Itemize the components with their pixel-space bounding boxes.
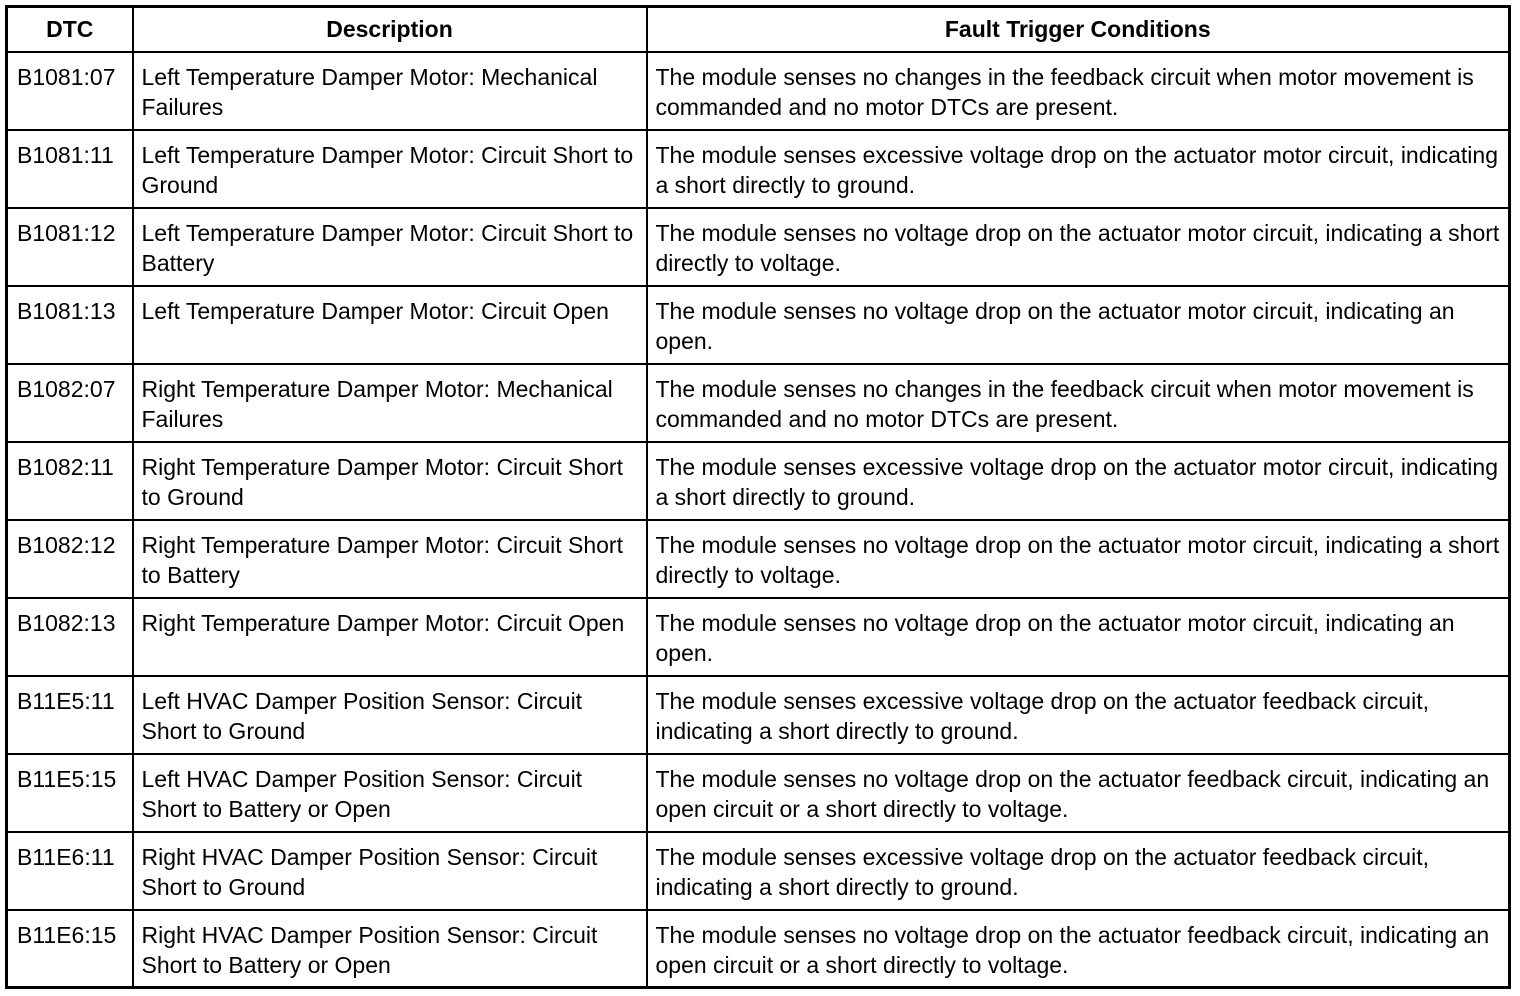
dtc-code-cell: B11E5:11	[7, 676, 133, 754]
table-row	[7, 442, 1510, 520]
description-cell: Left HVAC Damper Position Sensor: Circuit Short to Battery or Open	[133, 754, 647, 832]
dtc-table	[5, 5, 1511, 989]
dtc-code-cell: B1082:13	[7, 598, 133, 676]
conditions-cell: The module senses no voltage drop on the actuator motor circuit, indicating an open.	[647, 286, 1510, 364]
dtc-code-cell: B1081:13	[7, 286, 133, 364]
table-row	[7, 52, 1510, 130]
conditions-cell: The module senses excessive voltage drop on the actuator motor circuit, indicating a short directly to ground.	[647, 442, 1510, 520]
conditions-cell: The module senses no voltage drop on the actuator feedback circuit, indicating an open circuit or a short directly to voltage.	[647, 754, 1510, 832]
conditions-cell: The module senses excessive voltage drop on the actuator feedback circuit, indicating a short directly to ground.	[647, 676, 1510, 754]
table-row	[7, 910, 1510, 988]
table-row	[7, 130, 1510, 208]
dtc-code-cell: B1082:07	[7, 364, 133, 442]
table-row	[7, 754, 1510, 832]
description-cell: Left Temperature Damper Motor: Circuit Short to Ground	[133, 130, 647, 208]
header-row	[7, 7, 1510, 52]
table-row	[7, 286, 1510, 364]
table-row	[7, 520, 1510, 598]
header-dtc: DTC	[7, 7, 133, 52]
description-cell: Right Temperature Damper Motor: Circuit Short to Battery	[133, 520, 647, 598]
header-fault-trigger-conditions: Fault Trigger Conditions	[647, 7, 1510, 52]
dtc-code-cell: B1081:07	[7, 52, 133, 130]
dtc-code-cell: B11E5:15	[7, 754, 133, 832]
dtc-code-cell: B1082:11	[7, 442, 133, 520]
description-cell: Right Temperature Damper Motor: Circuit Short to Ground	[133, 442, 647, 520]
conditions-cell: The module senses excessive voltage drop on the actuator motor circuit, indicating a short directly to ground.	[647, 130, 1510, 208]
description-cell: Right Temperature Damper Motor: Circuit Open	[133, 598, 647, 676]
description-cell: Left HVAC Damper Position Sensor: Circuit Short to Ground	[133, 676, 647, 754]
dtc-code-cell: B1081:12	[7, 208, 133, 286]
dtc-code-cell: B1081:11	[7, 130, 133, 208]
table-row	[7, 676, 1510, 754]
table-row	[7, 364, 1510, 442]
description-cell: Right HVAC Damper Position Sensor: Circuit Short to Ground	[133, 832, 647, 910]
table-header	[7, 7, 1510, 52]
conditions-cell: The module senses no changes in the feedback circuit when motor movement is commanded and no motor DTCs are present.	[647, 52, 1510, 130]
conditions-cell: The module senses no voltage drop on the actuator motor circuit, indicating a short directly to voltage.	[647, 520, 1510, 598]
conditions-cell: The module senses no voltage drop on the actuator motor circuit, indicating a short directly to voltage.	[647, 208, 1510, 286]
table-body	[7, 52, 1510, 988]
conditions-cell: The module senses excessive voltage drop on the actuator feedback circuit, indicating a short directly to ground.	[647, 832, 1510, 910]
conditions-cell: The module senses no changes in the feedback circuit when motor movement is commanded and no motor DTCs are present.	[647, 364, 1510, 442]
dtc-code-cell: B1082:12	[7, 520, 133, 598]
table-row	[7, 832, 1510, 910]
table-row	[7, 598, 1510, 676]
description-cell: Right Temperature Damper Motor: Mechanical Failures	[133, 364, 647, 442]
table-row	[7, 208, 1510, 286]
header-description: Description	[133, 7, 647, 52]
dtc-code-cell: B11E6:15	[7, 910, 133, 988]
conditions-cell: The module senses no voltage drop on the actuator motor circuit, indicating an open.	[647, 598, 1510, 676]
description-cell: Left Temperature Damper Motor: Circuit Short to Battery	[133, 208, 647, 286]
description-cell: Left Temperature Damper Motor: Circuit Open	[133, 286, 647, 364]
description-cell: Left Temperature Damper Motor: Mechanical Failures	[133, 52, 647, 130]
conditions-cell: The module senses no voltage drop on the actuator feedback circuit, indicating an open circuit or a short directly to voltage.	[647, 910, 1510, 988]
description-cell: Right HVAC Damper Position Sensor: Circuit Short to Battery or Open	[133, 910, 647, 988]
dtc-code-cell: B11E6:11	[7, 832, 133, 910]
